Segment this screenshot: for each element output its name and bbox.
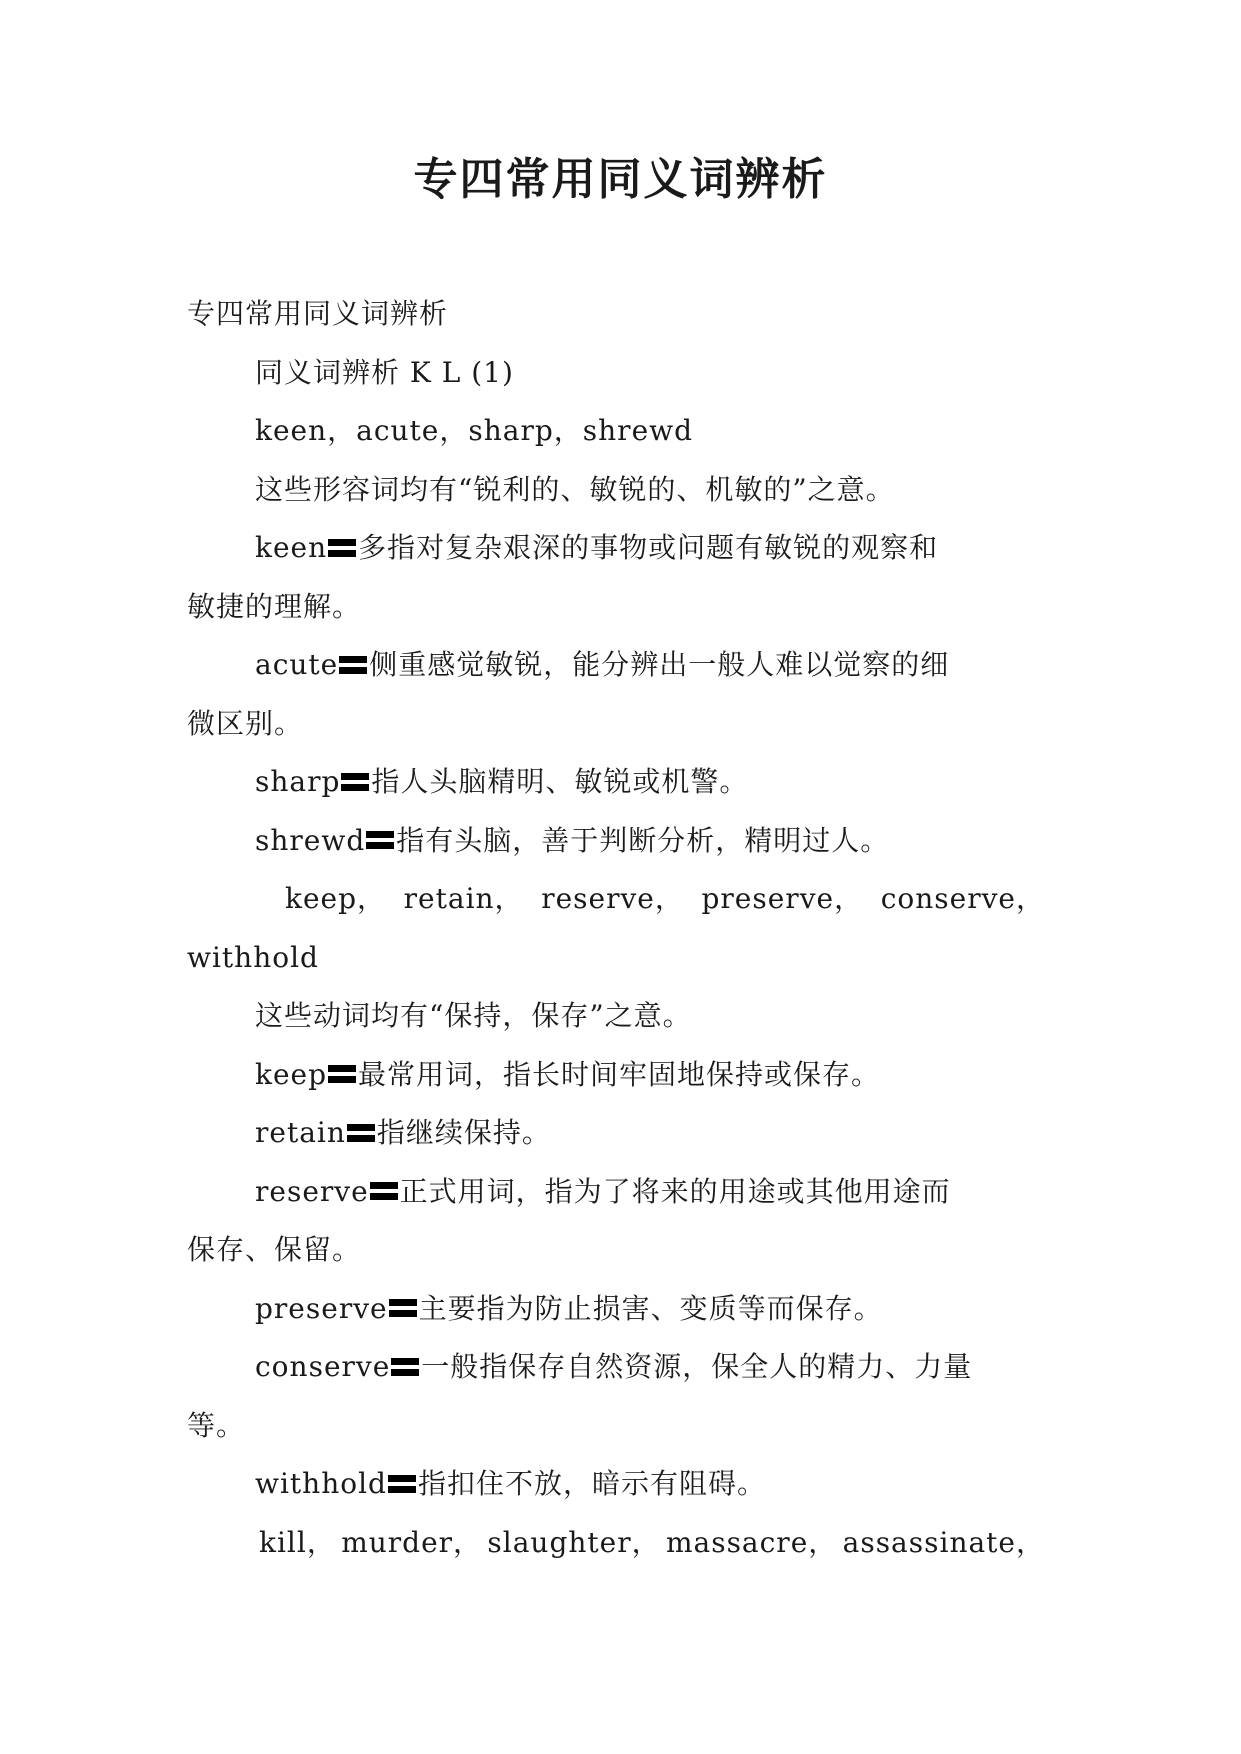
separator-icon xyxy=(366,831,394,849)
definition-preserve xyxy=(187,1280,1045,1339)
definition-keen xyxy=(187,519,1045,578)
term-shrewd: shrewd xyxy=(255,823,366,857)
subheading: 同义词辨析 K L (1) xyxy=(255,355,514,389)
separator-icon xyxy=(389,1299,417,1317)
term-reserve: reserve xyxy=(255,1174,369,1208)
section-heading: 专四常用同义词辨析 xyxy=(187,297,449,330)
term-retain: retain xyxy=(255,1116,346,1149)
word-item: conserve， xyxy=(880,882,1045,915)
term-keep: keep xyxy=(255,1057,328,1091)
term-withhold: withhold xyxy=(255,1467,387,1500)
definition-acute xyxy=(187,636,1045,695)
separator-icon xyxy=(328,539,356,557)
separator-icon xyxy=(328,1065,356,1083)
term-preserve: preserve xyxy=(255,1291,388,1325)
definition-text: 主要指为防止损害、变质等而保存。 xyxy=(418,1291,883,1325)
word-item: retain， xyxy=(403,882,524,915)
word-group-keen: keen，acute，sharp，shrewd xyxy=(255,414,694,447)
definition-reserve-continued: 保存、保留。 xyxy=(187,1233,362,1266)
word-item: massacre， xyxy=(665,1525,838,1559)
term-acute: acute xyxy=(255,648,339,681)
definition-text: 最常用词，指长时间牢固地保持或保存。 xyxy=(358,1057,881,1091)
word-item: murder， xyxy=(341,1525,483,1559)
definition-acute-continued: 微区别。 xyxy=(187,706,304,740)
page-title: 专四常用同义词辨析 xyxy=(413,154,828,205)
group-intro-keen: 这些形容词均有“锐利的、敏锐的、机敏的”之意。 xyxy=(255,472,895,506)
separator-icon xyxy=(370,1182,398,1200)
definition-conserve xyxy=(187,1338,1045,1397)
word-item: reserve， xyxy=(541,882,684,915)
definition-text: 侧重感觉敏锐，能分辨出一般人难以觉察的细 xyxy=(369,648,950,681)
word-item: slaughter， xyxy=(487,1525,661,1559)
definition-keep xyxy=(187,1046,1045,1105)
definition-text: 一般指保存自然资源，保全人的精力、力量 xyxy=(421,1350,973,1383)
separator-icon xyxy=(347,1124,375,1142)
separator-icon xyxy=(339,656,367,674)
word-item: keep， xyxy=(285,882,387,915)
word-group-keep xyxy=(187,870,1045,929)
term-keen: keen xyxy=(255,531,328,564)
separator-icon xyxy=(341,773,369,791)
definition-withhold xyxy=(187,1455,1045,1514)
word-group-keep-continued: withhold xyxy=(187,940,319,974)
term-sharp: sharp xyxy=(255,765,341,798)
definition-text: 指人头脑精明、敏锐或机警。 xyxy=(371,765,749,798)
definition-conserve-continued: 等。 xyxy=(187,1408,246,1442)
definition-shrewd xyxy=(187,812,1045,871)
definition-text: 指继续保持。 xyxy=(376,1116,551,1149)
separator-icon xyxy=(388,1475,416,1493)
separator-icon xyxy=(391,1358,419,1376)
definition-text: 多指对复杂艰深的事物或问题有敏锐的观察和 xyxy=(358,531,939,564)
term-conserve: conserve xyxy=(255,1350,391,1383)
word-group-kill xyxy=(187,1514,1045,1573)
definition-retain xyxy=(187,1104,1045,1163)
word-item: assassinate， xyxy=(842,1525,1045,1559)
definition-text: 指扣住不放，暗示有阻碍。 xyxy=(417,1467,766,1500)
word-item: kill， xyxy=(259,1525,336,1559)
document-body xyxy=(187,285,1045,1572)
group-intro-keep: 这些动词均有“保持，保存”之意。 xyxy=(255,999,692,1032)
definition-sharp xyxy=(187,753,1045,812)
definition-text: 指有头脑，善于判断分析，精明过人。 xyxy=(396,823,890,857)
word-item: preserve， xyxy=(701,882,864,915)
definition-keen-continued: 敏捷的理解。 xyxy=(187,589,362,623)
definition-reserve xyxy=(187,1163,1045,1222)
definition-text: 正式用词，指为了将来的用途或其他用途而 xyxy=(399,1174,951,1208)
